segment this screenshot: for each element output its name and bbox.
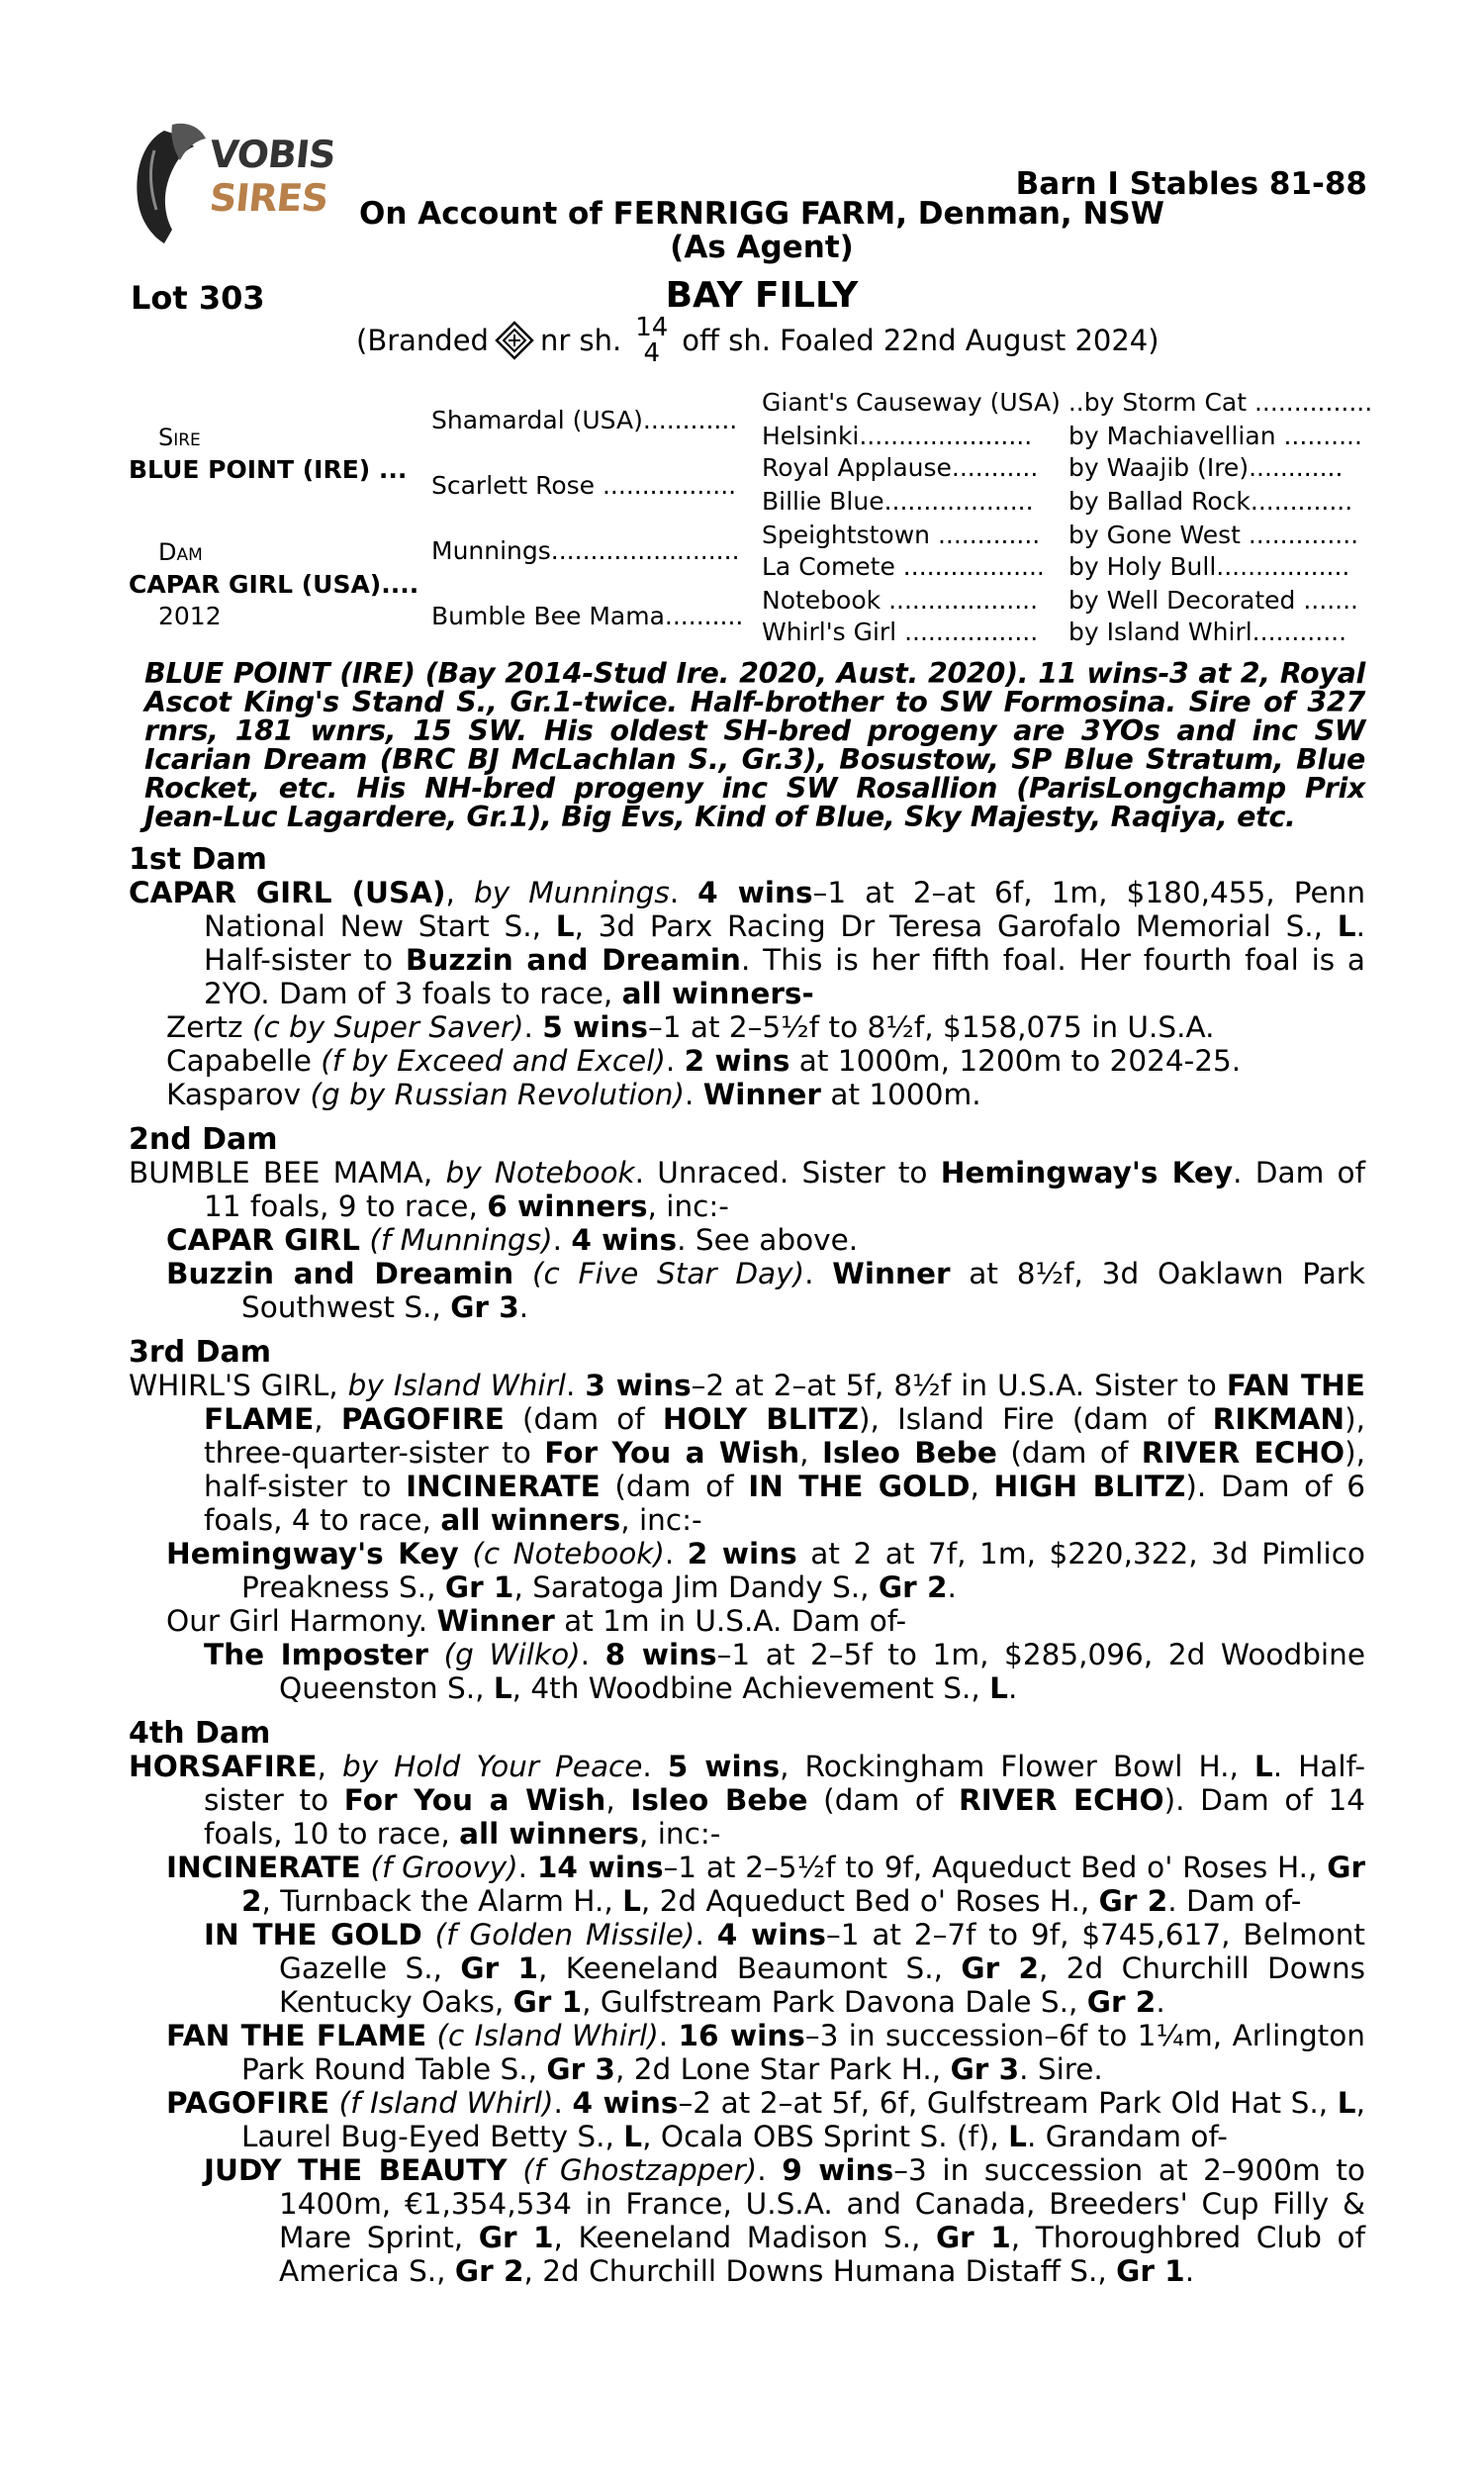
vendor-line: On Account of FERNRIGG FARM, Denman, NSW [359,196,1164,232]
fourth-dam-grandprogeny-2: JUDY THE BEAUTY (f Ghostzapper). 9 wins–3 in succession at 2–900m to 1400m, €1,354,534 in France, U.S.A. and Canada, Breeders' Cup Filly & Mare Sprint, Gr 1, Keeneland Madison S., Gr 1, Thoroughbred Club of America S., Gr 2, 2d Churchill Downs Humana Distaff S., Gr 1. [204,2153,1365,2288]
pedigree-table [129,388,1373,653]
brand-number-top: 14 [635,313,669,342]
sire-dam: Scarlett Rose ................. [431,471,737,500]
fourth-dam-heading: 4th Dam [129,1716,271,1751]
branded-post: off sh. Foaled 22nd August 2024) [682,324,1159,357]
third-dam-heading: 3rd Dam [129,1335,271,1370]
logo-sires: SIRES [207,176,330,220]
second-dam-paragraph: BUMBLE BEE MAMA, by Notebook. Unraced. Sister to Hemingway's Key. Dam of 11 foals, 9 to race, 6 winners, inc:- [129,1156,1365,1223]
dam-dam: Bumble Bee Mama.......... [431,602,744,630]
brand-number-bottom: 4 [643,338,660,368]
first-dam-paragraph: CAPAR GIRL (USA), by Munnings. 4 wins–1 at 2–at 6f, 1m, $180,455, Penn National New Start S., L, 3d Parx Racing Dr Teresa Garofalo Memorial S., L. Half-sister to Buzzin and Dreamin. This is her fifth foal. Her fourth foal is a 2YO. Dam of 3 foals to race, all winners- [129,876,1366,1010]
fourth-dam-progeny-1: INCINERATE (f Groovy). 14 wins–1 at 2–5½f to 9f, Aqueduct Bed o' Roses H., Gr 2, Turnback the Alarm H., L, 2d Aqueduct Bed o' Roses H., Gr 2. Dam of- [166,1851,1365,1918]
dam-year: 2012 [158,602,222,630]
brand-number [635,315,668,366]
sire-name: BLUE POINT (IRE) ... [129,455,408,484]
gg-7-by: by Well Decorated ....... [1068,586,1358,615]
second-dam-heading: 2nd Dam [129,1122,278,1157]
gg-6-by: by Holy Bull................. [1068,552,1350,581]
gg-8: Whirl's Girl ................. [762,618,1039,646]
second-dam-progeny-1: CAPAR GIRL (f Munnings). 4 wins. See above. [166,1223,859,1257]
gg-3: Royal Applause........... [762,453,1039,482]
dam-sire: Munnings........................ [431,536,740,565]
first-dam-progeny-1: Zertz (c by Super Saver). 5 wins–1 at 2–5½f to 8½f, $158,075 in U.S.A. [166,1010,1215,1044]
branded-pre: (Branded [356,324,489,357]
dam-name: CAPAR GIRL (USA).... [129,570,419,599]
gg-2: Helsinki...................... [762,422,1033,450]
third-dam-paragraph: WHIRL'S GIRL, by Island Whirl. 3 wins–2 at 2–at 5f, 8½f in U.S.A. Sister to FAN THE FLAME, PAGOFIRE (dam of HOLY BLITZ), Island Fire (dam of RIKMAN), three-quarter-sister to For You a Wish, Isleo Bebe (dam of RIVER ECHO), half-sister to INCINERATE (dam of IN THE GOLD, HIGH BLITZ). Dam of 6 foals, 4 to race, all winners, inc:- [129,1369,1365,1537]
sire-sire: Shamardal (USA)............ [431,406,738,434]
first-dam-heading: 1st Dam [129,842,267,877]
fourth-dam-progeny-2: FAN THE FLAME (c Island Whirl). 16 wins–3 in succession–6f to 1¼m, Arlington Park Round Table S., Gr 3, 2d Lone Star Park H., Gr 3. Sire. [166,2019,1365,2086]
sire-label: Sire [158,424,201,451]
horse-description: BAY FILLY [665,275,859,316]
gg-3-by: by Waajib (Ire)............ [1068,453,1344,482]
third-dam-progeny-1: Hemingway's Key (c Notebook). 2 wins at 2 at 7f, 1m, $220,322, 3d Pimlico Preakness S., Gr 1, Saratoga Jim Dandy S., Gr 2. [166,1537,1365,1604]
fourth-dam-grandprogeny-1: IN THE GOLD (f Golden Missile). 4 wins–1 at 2–7f to 9f, $745,617, Belmont Gazelle S., Gr 1, Keeneland Beaumont S., Gr 2, 2d Churchill Downs Kentucky Oaks, Gr 1, Gulfstream Park Davona Dale S., Gr 2. [204,1918,1366,2019]
catalogue-page-body [129,659,1365,2288]
gg-8-by: by Island Whirl............ [1068,618,1347,646]
agent-line: (As Agent) [670,230,854,265]
gg-1: Giant's Causeway (USA) ..by Storm Cat ............... [762,388,1373,417]
gg-5: Speightstown ............. [762,521,1041,549]
first-dam-progeny-2: Capabelle (f by Exceed and Excel). 2 wins at 1000m, 1200m to 2024-25. [166,1044,1242,1078]
gg-7: Notebook ................... [762,586,1039,615]
gg-4: Billie Blue................... [762,487,1034,516]
logo-vobis: VOBIS [207,133,337,176]
third-dam-grandprogeny-1: The Imposter (g Wilko). 8 wins–1 at 2–5f to 1m, $285,096, 2d Woodbine Queenston S., L, 4th Woodbine Achievement S., L. [204,1638,1365,1705]
sire-summary: BLUE POINT (IRE) (Bay 2014-Stud Ire. 2020, Aust. 2020). 11 wins-3 at 2, Royal Ascot King's Stand S., Gr.1-twice. Half-brother to SW Formosina. Sire of 327 rnrs, 181 wnrs, 15 SW. His oldest SH-bred progeny are 3YOs and inc SW Icarian Dream (BRC BJ McLachlan S., Gr.3), Bosustow, SP Blue Stratum, Blue Rocket, etc. His NH-bred progeny inc SW Rosallion (ParisLongchamp Prix Jean-Luc Lagardere, Gr.1), Big Evs, Kind of Blue, Sky Majesty, Raqiya, etc. [144,657,1365,833]
brand-diamond-icon [495,321,534,360]
gg-2-by: by Machiavellian .......... [1068,422,1362,450]
branded-nr: nr sh. [539,324,622,357]
second-dam-progeny-2: Buzzin and Dreamin (c Five Star Day). Winner at 8½f, 3d Oaklawn Park Southwest S., Gr 3. [166,1257,1365,1324]
gg-5-by: by Gone West .............. [1068,521,1359,549]
fourth-dam-paragraph: HORSAFIRE, by Hold Your Peace. 5 wins, Rockingham Flower Bowl H., L. Half-sister to For You a Wish, Isleo Bebe (dam of RIVER ECHO). Dam of 14 foals, 10 to race, all winners, inc:- [129,1750,1366,1851]
third-dam-progeny-2: Our Girl Harmony. Winner at 1m in U.S.A. Dam of- [166,1604,907,1638]
dam-label: Dam [158,538,203,566]
first-dam-progeny-3: Kasparov (g by Russian Revolution). Winner at 1000m. [166,1078,981,1111]
gg-6: La Comete .................. [762,552,1045,581]
brand-line [356,315,1159,366]
gg-4-by: by Ballad Rock............. [1068,487,1353,516]
barn-location: Barn I Stables 81-88 [1015,166,1367,202]
lot-number: Lot 303 [131,279,265,317]
fourth-dam-progeny-3: PAGOFIRE (f Island Whirl). 4 wins–2 at 2–at 5f, 6f, Gulfstream Park Old Hat S., L, Laurel Bug-Eyed Betty S., L, Ocala OBS Sprint S. (f), L. Grandam of- [166,2086,1365,2153]
